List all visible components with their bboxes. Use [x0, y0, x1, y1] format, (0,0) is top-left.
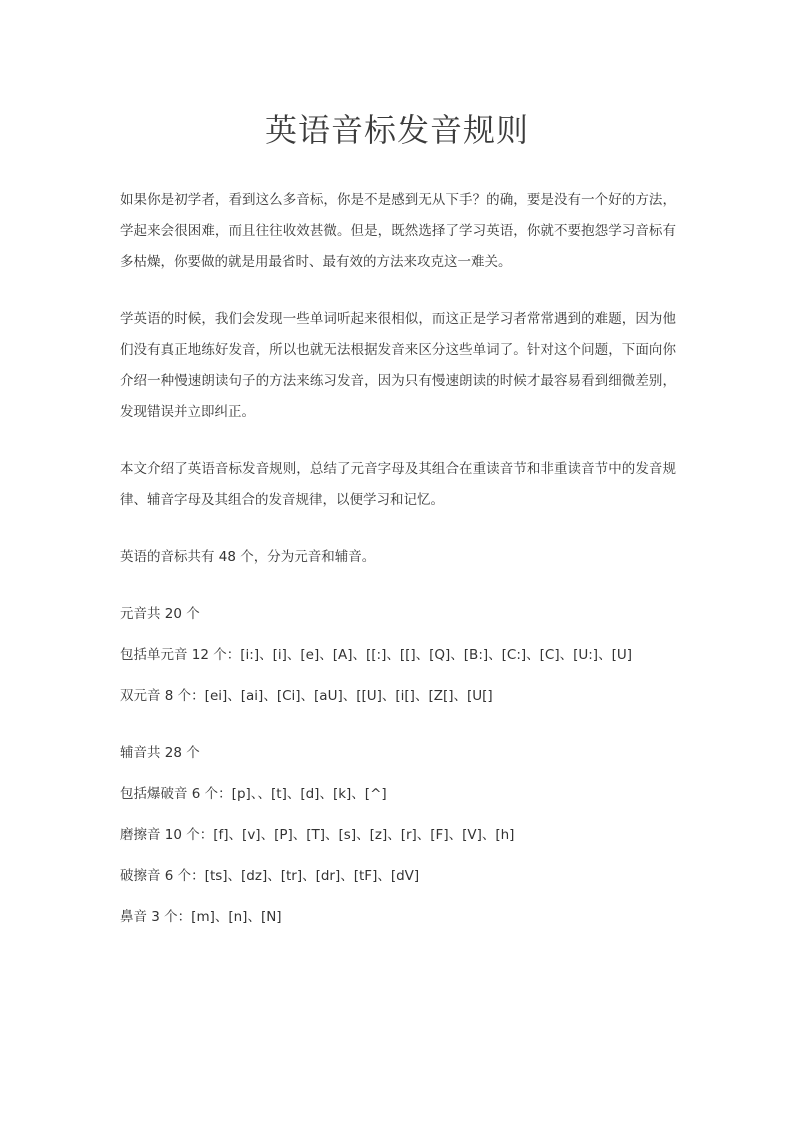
diphthongs-line: 双元音 8 个：[ei]、[ai]、[Ci]、[aU]、[[U]、[i[]、[Z[]、[U[] [120, 688, 493, 704]
document-title: 英语音标发音规则 [264, 111, 529, 149]
affricates-line: 破擦音 6 个：[ts]、[dz]、[tr]、[dr]、[tF]、[dV] [120, 868, 420, 884]
fricatives-line: 磨擦音 10 个：[f]、[v]、[P]、[T]、[s]、[z]、[r]、[F]、[V]、[h] [120, 827, 515, 843]
consonants-heading: 辅音共 28 个 [120, 745, 200, 761]
intro-paragraph: 如果你是初学者，看到这么多音标，你是不是感到无从下手？的确，要是没有一个好的方法，学起来会很困难，而且往往收效甚微。但是，既然选择了学习英语，你就不要抱怨学习音标有多枯燥，你要做的就是用最省时、最有效的方法来攻克这一难关。 [120, 192, 676, 270]
vowels-heading: 元音共 20 个 [120, 606, 200, 622]
nasals-line: 鼻音 3 个：[m]、[n]、[N] [120, 909, 282, 925]
phonetics-count-paragraph: 英语的音标共有 48 个，分为元音和辅音。 [120, 549, 376, 565]
document-body [120, 185, 676, 933]
summary-paragraph: 本文介绍了英语音标发音规则，总结了元音字母及其组合在重读音节和非重读音节中的发音规律、辅音字母及其组合的发音规律，以便学习和记忆。 [120, 461, 676, 508]
practice-paragraph: 学英语的时候，我们会发现一些单词听起来很相似，而这正是学习者常常遇到的难题，因为他们没有真正地练好发音，所以也就无法根据发音来区分这些单词了。针对这个问题，下面向你介绍一种慢速朗读句子的方法来练习发音，因为只有慢速朗读的时候才最容易看到细微差别，发现错误并立即纠正。 [120, 311, 676, 420]
plosives-line: 包括爆破音 6 个：[p]、、[t]、[d]、[k]、[^] [120, 786, 387, 802]
monophthongs-line: 包括单元音 12 个：[i:]、[i]、[e]、[A]、[[:]、[[]、[Q]、[B:]、[C:]、[C]、[U:]、[U] [120, 647, 632, 663]
